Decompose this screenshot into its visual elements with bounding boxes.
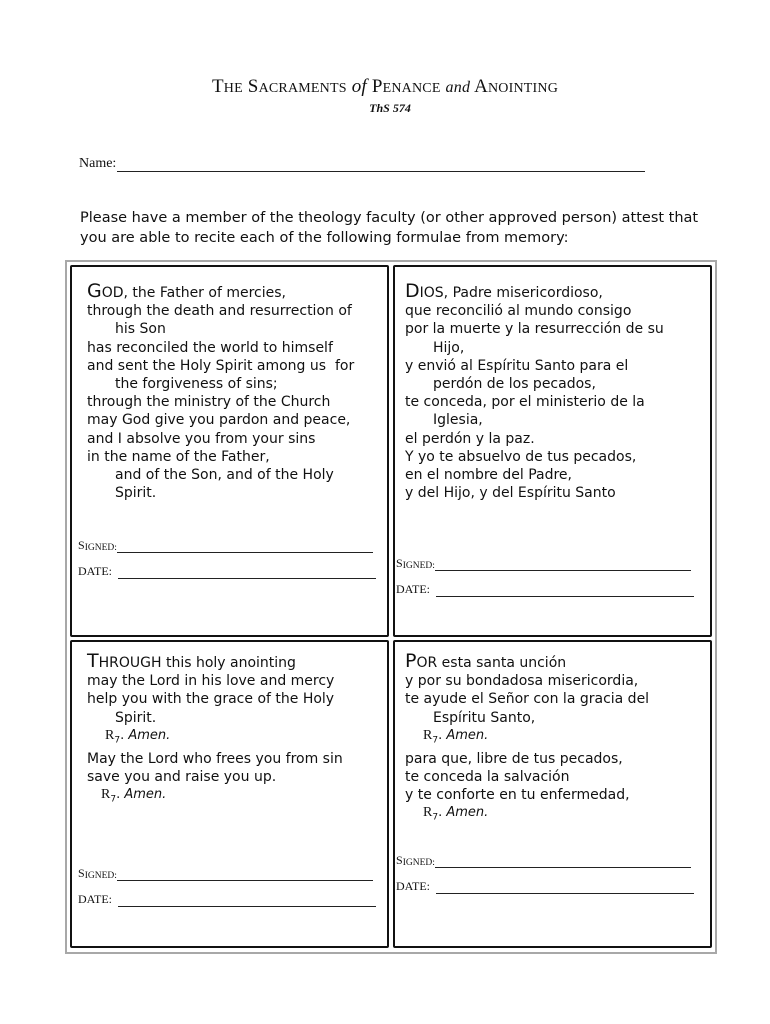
verse-line: Iglesia, [433,412,483,429]
response-line: $R_7$. Amen. [423,727,489,746]
date-field[interactable] [118,566,376,579]
signed-line-4: S IGNED: [396,853,691,868]
verse-line: through the death and resurrection of [87,303,352,320]
verse-line: perdón de los pecados, [433,376,596,393]
course-code: ThS 574 [369,101,411,115]
verse-line: in the name of the Father, [87,448,270,465]
verse-line: and I absolve you from your sins [87,430,316,447]
verse-line: el perdón y la paz. [405,430,535,447]
verse-line: Espíritu Santo, [433,709,536,726]
verse-line: Spirit. [115,485,157,502]
absolution-spanish-text [405,282,664,502]
name-row [79,156,645,172]
date-line-3: DATE: [78,892,376,907]
response-line: $R_7$. Amen. [423,805,489,823]
verse-line: save you and raise you up. [87,768,277,785]
verse-line: en el nombre del Padre, [405,467,572,484]
signature-field[interactable] [117,868,373,881]
signature-field[interactable] [435,558,691,571]
signed-line-3: S IGNED: [78,866,373,881]
date-field[interactable] [436,584,694,597]
signed-line-2: S IGNED: [396,556,691,571]
verse-line: may the Lord in his love and mercy [87,673,335,690]
verse-line: help you with the grace of the Holy [87,691,335,708]
response-line: $R_7$. Amen. [101,787,167,805]
verse-line: the forgiveness of sins; [115,376,278,393]
date-line-4: DATE: [396,879,694,894]
anointing-english-text [87,652,343,809]
verse-line: te conceda, por el ministerio de la [405,394,645,411]
name-label: Name: [79,156,117,171]
verse-line: has reconciled the world to himself [87,339,333,356]
verse-line: Hijo, [433,339,465,356]
verse-line: his Son [115,321,166,338]
verse-line: y envió al Espíritu Santo para el [405,357,629,374]
verse-line: THROUGH this holy anointing [87,650,296,672]
verse-line: te ayude el Señor con la gracia del [405,691,650,708]
signature-field[interactable] [435,855,691,868]
verse-line: por la muerte y la resurrección de su [405,321,664,338]
verse-line: and sent the Holy Spirit among us for [87,357,355,374]
page-title: THE SACRAMENTS of PENANCE and ANOINTING [211,76,559,97]
verse-line: para que, libre de tus pecados, [405,750,623,767]
name-field[interactable] [117,156,645,172]
verse-line: POR esta santa unción [405,650,567,672]
date-line-2: DATE: [396,582,694,597]
verse-line: y te conforte en tu enfermedad, [405,787,630,804]
anointing-spanish-text [405,652,649,827]
verse-line: Y yo te absuelvo de tus pecados, [405,448,637,465]
verse-line: Spirit. [115,709,157,726]
date-field[interactable] [436,881,694,894]
verse-line: may God give you pardon and peace, [87,412,351,429]
date-field[interactable] [118,894,376,907]
verse-line: que reconcilió al mundo consigo [405,303,632,320]
verse-line: y por su bondadosa misericordia, [405,673,639,690]
verse-line: y del Hijo, y del Espíritu Santo [405,485,616,502]
absolution-english-text [87,282,354,502]
verse-line: GOD, the Father of mercies, [87,280,286,302]
signature-field[interactable] [117,540,373,553]
verse-line: May the Lord who frees you from sin [87,750,343,767]
date-line-1: DATE: [78,564,376,579]
verse-line: through the ministry of the Church [87,394,331,411]
verse-line: and of the Son, and of the Holy [115,467,334,484]
signed-line-1: S IGNED: [78,538,373,553]
verse-line: te conceda la salvación [405,768,570,785]
response-line: $R_7$. Amen. [105,727,171,746]
instructions-text: Please have a member of the theology faculty (or other approved person) attest that you are able to recite each of the following formulae from memory: [80,210,699,246]
verse-line: DIOS, Padre misericordioso, [405,280,603,302]
